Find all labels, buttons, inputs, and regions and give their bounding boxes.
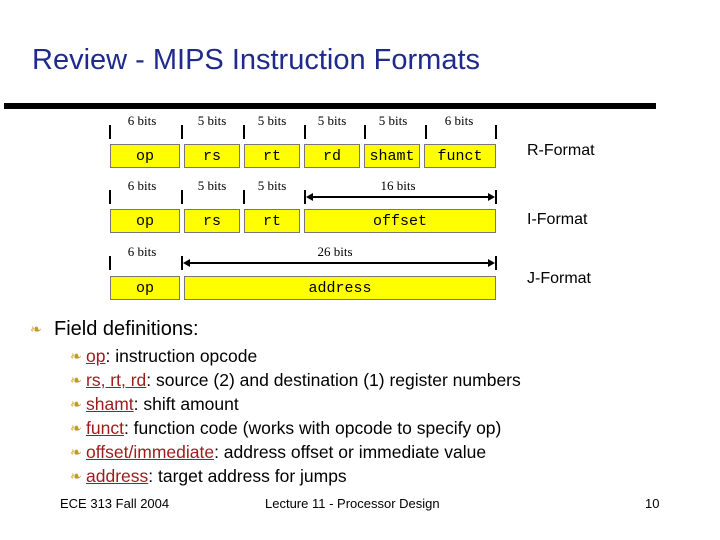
- r-format-label: R-Format: [527, 142, 595, 159]
- r-field-rd: rd: [304, 144, 360, 168]
- r-bits-rd: 5 bits: [317, 113, 347, 128]
- definition-text: : target address for jumps: [148, 466, 347, 486]
- definition-term: rs, rt, rd: [86, 370, 147, 390]
- footer-course: ECE 313 Fall 2004: [60, 496, 170, 511]
- r-tick: [304, 125, 306, 139]
- definition-term: offset/immediate: [86, 442, 215, 462]
- definition-text: : shift amount: [133, 394, 239, 414]
- sub-bullet-icon: ❧: [70, 421, 82, 437]
- definition-term: funct: [86, 418, 124, 438]
- definition-term: address: [86, 466, 149, 486]
- definition-text: : function code (works with opcode to specify op): [123, 418, 502, 438]
- i-offset-arrow-right: [488, 193, 495, 201]
- i-tick: [109, 190, 111, 204]
- r-field-rt: rt: [244, 144, 300, 168]
- r-bits-op: 6 bits: [127, 113, 157, 128]
- definitions-heading: Field definitions:: [54, 318, 199, 340]
- footer-lecture: Lecture 11 - Processor Design: [265, 496, 440, 511]
- r-tick: [425, 125, 427, 139]
- definition-text: : source (2) and destination (1) register numbers: [146, 370, 521, 390]
- j-bits-op: 6 bits: [127, 244, 157, 259]
- j-field-address: address: [184, 276, 496, 300]
- i-tick: [181, 190, 183, 204]
- definition-registers: [86, 370, 521, 391]
- i-bits-offset: 16 bits: [380, 178, 416, 193]
- j-address-arrow-right: [488, 259, 495, 267]
- i-bits-rt: 5 bits: [257, 178, 287, 193]
- sub-bullet-icon: ❧: [70, 469, 82, 485]
- definition-text: : instruction opcode: [105, 346, 258, 366]
- i-field-offset: offset: [304, 209, 496, 233]
- sub-bullet-icon: ❧: [70, 349, 82, 365]
- i-offset-dimension-line: [312, 196, 489, 198]
- definition-address: [86, 466, 347, 487]
- r-bits-funct: 6 bits: [444, 113, 474, 128]
- j-format-fields: [110, 276, 496, 300]
- sub-bullet-icon: ❧: [70, 445, 82, 461]
- r-format-fields: [110, 144, 496, 168]
- definition-term: op: [86, 346, 106, 366]
- j-address-dimension-line: [189, 262, 489, 264]
- r-tick: [364, 125, 366, 139]
- definition-funct: [86, 418, 501, 439]
- j-tick: [109, 256, 111, 270]
- r-bits-shamt: 5 bits: [378, 113, 408, 128]
- i-format-fields: [110, 209, 496, 233]
- definition-shamt: [86, 394, 239, 415]
- r-field-rs: rs: [184, 144, 240, 168]
- footer-page-number: 10: [645, 496, 660, 511]
- i-field-op: op: [110, 209, 180, 233]
- j-bits-address: 26 bits: [317, 244, 353, 259]
- bullet-icon: ❧: [30, 322, 42, 338]
- r-field-funct: funct: [424, 144, 496, 168]
- i-field-rt: rt: [244, 209, 300, 233]
- r-tick: [109, 125, 111, 139]
- r-field-shamt: shamt: [364, 144, 420, 168]
- definition-op: [86, 346, 257, 367]
- r-bits-rt: 5 bits: [257, 113, 287, 128]
- sub-bullet-icon: ❧: [70, 397, 82, 413]
- r-bits-rs: 5 bits: [197, 113, 227, 128]
- sub-bullet-icon: ❧: [70, 373, 82, 389]
- definition-text: : address offset or immediate value: [214, 442, 487, 462]
- r-tick: [243, 125, 245, 139]
- i-bits-rs: 5 bits: [197, 178, 227, 193]
- j-format-label: J-Format: [527, 270, 591, 287]
- r-tick: [495, 125, 497, 139]
- i-format-label: I-Format: [527, 211, 588, 228]
- definition-term: shamt: [86, 394, 134, 414]
- title-divider: [4, 103, 656, 109]
- i-tick: [495, 190, 497, 204]
- j-tick: [495, 256, 497, 270]
- r-tick: [181, 125, 183, 139]
- i-tick: [243, 190, 245, 204]
- j-field-op: op: [110, 276, 180, 300]
- slide-title: Review - MIPS Instruction Formats: [32, 44, 480, 76]
- i-field-rs: rs: [184, 209, 240, 233]
- r-field-op: op: [110, 144, 180, 168]
- definition-offset: [86, 442, 486, 463]
- i-bits-op: 6 bits: [127, 178, 157, 193]
